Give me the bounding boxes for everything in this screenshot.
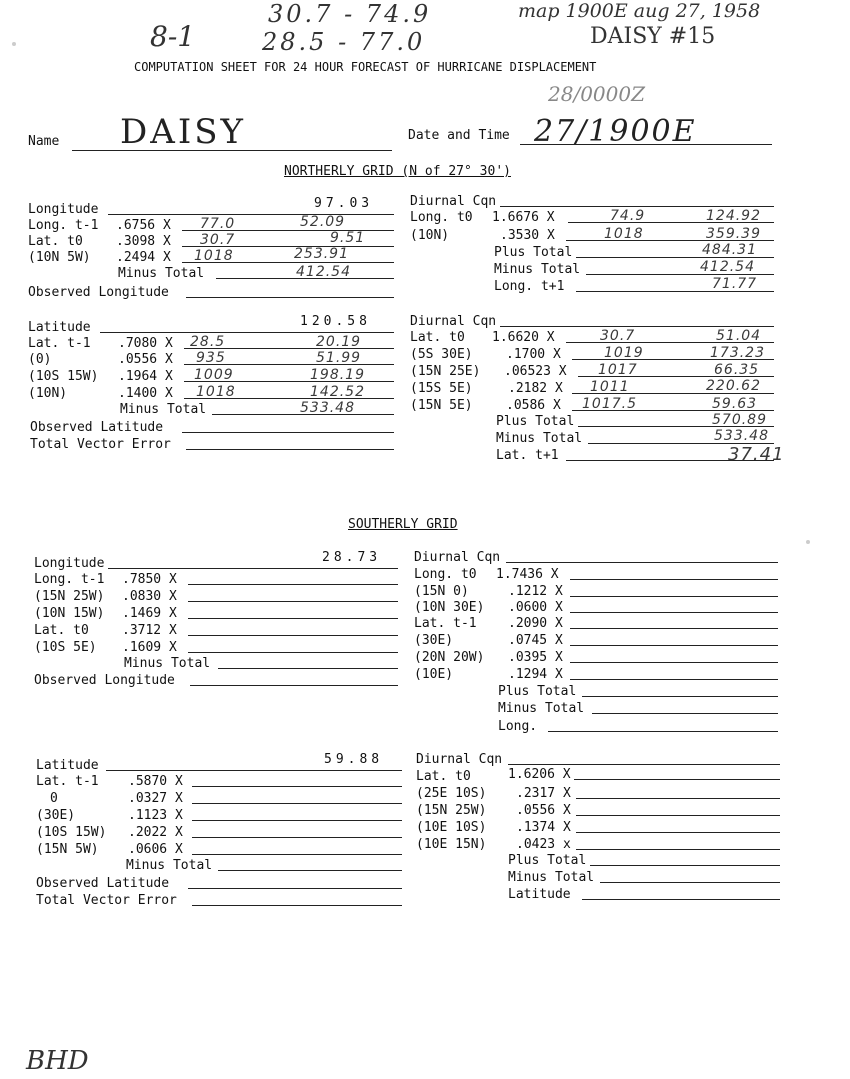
north-diurnal-lat-row-4-label: (15S 5E) — [410, 381, 473, 396]
north-diurnal-lat-row-2-label: (5S 30E) — [410, 347, 473, 362]
south-diurnal-lat-line — [508, 764, 780, 765]
north-diurnal-lat-row-2-input: 1019 — [604, 345, 644, 361]
south-diurnal-lat-row-5-coef: .0423 x — [516, 837, 571, 852]
north-diurnal-lat-line — [500, 326, 774, 327]
south-diurnal-long-minus-line — [592, 713, 778, 714]
north-long-row-1-label: Long. t-1 — [28, 218, 99, 233]
north-longitude-label: Longitude — [28, 202, 99, 217]
south-diurnal-long-row-7-line — [570, 679, 778, 680]
handwritten-coord-2: 28.5 - 77.0 — [262, 28, 426, 56]
north-latitude-label: Latitude — [28, 320, 91, 335]
north-lat-row-1-result: 20.19 — [316, 334, 362, 350]
south-diurnal-lat-plus-line — [590, 865, 780, 866]
north-diurnal-long-label: Diurnal Cqn — [410, 194, 497, 209]
south-total-vector-error-label: Total Vector Error — [36, 893, 177, 908]
south-diurnal-long-row-5-label: (30E) — [414, 633, 454, 648]
south-diurnal-lat-result-label: Latitude — [508, 887, 571, 902]
north-diurnal-long-result-label: Long. t+1 — [494, 279, 565, 294]
north-lat-row-1-coef: .7080 X — [118, 336, 173, 351]
north-lat-row-1-label: Lat. t-1 — [28, 336, 91, 351]
north-diurnal-lat-row-5-coef: .0586 X — [506, 398, 561, 413]
north-diurnal-lat-minus-value: 533.48 — [714, 428, 769, 444]
south-lat-row-2-coef: .0327 X — [128, 791, 183, 806]
name-value: DAISY — [120, 112, 246, 152]
north-diurnal-lat-row-5-result: 59.63 — [712, 396, 758, 412]
north-diurnal-long-row-1-input: 74.9 — [610, 208, 646, 224]
south-lat-row-5-label: (15N 5W) — [36, 842, 99, 857]
south-diurnal-lat-row-3-label: (15N 25W) — [416, 803, 487, 818]
south-diurnal-lat-result-line — [582, 899, 780, 900]
south-diurnal-long-row-4-coef: .2090 X — [508, 616, 563, 631]
south-diurnal-lat-row-4-label: (10E 10S) — [416, 820, 487, 835]
north-lat-row-4-result: 142.52 — [310, 384, 365, 400]
south-diurnal-long-minus-label: Minus Total — [498, 701, 585, 716]
north-long-row-3-input: 1018 — [194, 248, 234, 264]
north-diurnal-lat-row-1-coef: 1.6620 X — [492, 330, 555, 345]
south-latitude-line — [106, 770, 402, 771]
north-diurnal-long-row-1-coef: 1.6676 X — [492, 210, 555, 225]
north-diurnal-lat-row-5-input: 1017.5 — [582, 396, 637, 412]
south-observed-longitude-line — [190, 685, 398, 686]
south-lat-row-2-label: 0 — [50, 791, 58, 806]
south-diurnal-long-row-6-line — [570, 662, 778, 663]
south-lat-row-5-coef: .0606 X — [128, 842, 183, 857]
north-latitude-constant: 120.58 — [300, 314, 371, 329]
south-latitude-constant: 59.88 — [324, 752, 384, 767]
north-diurnal-lat-row-1-result: 51.04 — [716, 328, 762, 344]
north-lat-minus-value: 533.48 — [300, 400, 355, 416]
south-diurnal-lat-row-1-coef: 1.6206 X — [508, 767, 571, 782]
sheet-title: COMPUTATION SHEET FOR 24 HOUR FORECAST OF HURRICANE DISPLACEMENT — [134, 60, 597, 74]
south-observed-longitude-label: Observed Longitude — [34, 673, 175, 688]
northerly-grid-heading: NORTHERLY GRID (N of 27° 30') — [284, 164, 511, 179]
north-longitude-constant: 97.03 — [314, 196, 374, 211]
north-diurnal-lat-row-4-coef: .2182 X — [508, 381, 563, 396]
south-long-row-3-coef: .1469 X — [122, 606, 177, 621]
south-lat-row-2-line — [192, 803, 402, 804]
handwritten-time-note: 28/0000Z — [548, 82, 645, 106]
south-long-row-3-label: (10N 15W) — [34, 606, 105, 621]
north-diurnal-long-result-value: 71.77 — [712, 276, 758, 292]
south-diurnal-long-row-3-line — [570, 612, 778, 613]
north-diurnal-lat-row-3-coef: .06523 X — [504, 364, 567, 379]
north-diurnal-long-row-2-label: (10N) — [410, 228, 450, 243]
south-diurnal-long-row-6-coef: .0395 X — [508, 650, 563, 665]
north-diurnal-lat-row-3-result: 66.35 — [714, 362, 760, 378]
north-lat-row-3-result: 198.19 — [310, 367, 365, 383]
north-lat-row-1-input: 28.5 — [190, 334, 226, 350]
north-longitude-line — [108, 214, 394, 215]
south-long-row-4-line — [188, 635, 398, 636]
north-diurnal-lat-plus-label: Plus Total — [496, 414, 575, 429]
north-lat-row-4-input: 1018 — [196, 384, 236, 400]
north-lat-row-3-input: 1009 — [194, 367, 234, 383]
south-long-row-3-line — [188, 618, 398, 619]
north-lat-row-3-coef: .1964 X — [118, 369, 173, 384]
north-diurnal-long-plus-value: 484.31 — [702, 242, 757, 258]
north-diurnal-long-minus-value: 412.54 — [700, 259, 755, 275]
north-lat-row-2-coef: .0556 X — [118, 352, 173, 367]
north-long-minus-label: Minus Total — [118, 266, 205, 281]
south-diurnal-lat-row-4-line — [576, 832, 780, 833]
south-diurnal-long-row-1-line — [570, 579, 778, 580]
north-lat-row-4-label: (10N) — [28, 386, 68, 401]
south-diurnal-lat-plus-label: Plus Total — [508, 853, 587, 868]
south-diurnal-long-row-7-coef: .1294 X — [508, 667, 563, 682]
north-observed-longitude-label: Observed Longitude — [28, 285, 169, 300]
south-diurnal-long-row-7-label: (10E) — [414, 667, 454, 682]
south-diurnal-lat-row-5-line — [576, 849, 780, 850]
north-lat-row-2-result: 51.99 — [316, 350, 362, 366]
south-diurnal-long-line — [506, 562, 778, 563]
north-latitude-line — [100, 332, 394, 333]
south-diurnal-lat-minus-line — [600, 882, 780, 883]
south-diurnal-lat-row-1-label: Lat. t0 — [416, 769, 471, 784]
north-long-minus-value: 412.54 — [296, 264, 351, 280]
north-diurnal-lat-result-label: Lat. t+1 — [496, 448, 559, 463]
north-diurnal-long-line — [500, 206, 774, 207]
south-diurnal-lat-row-2-label: (25E 10S) — [416, 786, 487, 801]
south-long-row-2-label: (15N 25W) — [34, 589, 105, 604]
north-diurnal-long-row-1-label: Long. t0 — [410, 210, 473, 225]
southerly-grid-heading: SOUTHERLY GRID — [348, 517, 458, 532]
south-diurnal-lat-minus-label: Minus Total — [508, 870, 595, 885]
south-long-row-5-coef: .1609 X — [122, 640, 177, 655]
south-lat-minus-line — [218, 870, 402, 871]
north-lat-row-2-input: 935 — [196, 350, 226, 366]
south-longitude-label: Longitude — [34, 556, 105, 571]
south-diurnal-long-row-3-coef: .0600 X — [508, 600, 563, 615]
south-diurnal-long-row-1-label: Long. t0 — [414, 567, 477, 582]
handwritten-coord-1: 30.7 - 74.9 — [268, 0, 432, 28]
south-diurnal-lat-label: Diurnal Cqn — [416, 752, 503, 767]
north-observed-latitude-line — [182, 432, 394, 433]
datetime-label: Date and Time — [408, 128, 510, 143]
south-long-minus-line — [218, 668, 398, 669]
south-lat-row-1-label: Lat. t-1 — [36, 774, 99, 789]
south-diurnal-long-row-6-label: (20N 20W) — [414, 650, 485, 665]
north-diurnal-lat-plus-value: 570.89 — [712, 412, 767, 428]
north-lat-row-4-coef: .1400 X — [118, 386, 173, 401]
north-long-row-2-label: Lat. t0 — [28, 234, 83, 249]
south-lat-row-1-coef: .5870 X — [128, 774, 183, 789]
south-long-row-1-coef: .7850 X — [122, 572, 177, 587]
north-diurnal-lat-row-1-label: Lat. t0 — [410, 330, 465, 345]
south-diurnal-long-result-label: Long. — [498, 719, 538, 734]
south-diurnal-long-row-2-coef: .1212 X — [508, 584, 563, 599]
south-longitude-constant: 28.73 — [322, 550, 382, 565]
north-diurnal-lat-row-2-result: 173.23 — [710, 345, 765, 361]
south-diurnal-long-row-4-line — [570, 628, 778, 629]
north-lat-row-3-label: (10S 15W) — [28, 369, 99, 384]
south-lat-row-3-label: (30E) — [36, 808, 76, 823]
north-diurnal-long-row-1-result: 124.92 — [706, 208, 761, 224]
north-long-row-2-result: 9.51 — [330, 230, 366, 246]
south-diurnal-lat-row-5-label: (10E 15N) — [416, 837, 487, 852]
south-longitude-line — [108, 568, 398, 569]
north-long-row-1-input: 77.0 — [200, 216, 236, 232]
name-label: Name — [28, 134, 60, 149]
south-diurnal-long-result-line — [548, 731, 778, 732]
north-diurnal-lat-row-1-input: 30.7 — [600, 328, 636, 344]
north-diurnal-lat-row-4-result: 220.62 — [706, 378, 761, 394]
north-observed-latitude-label: Observed Latitude — [30, 420, 164, 435]
south-diurnal-long-row-4-label: Lat. t-1 — [414, 616, 477, 631]
north-diurnal-lat-row-5-label: (15N 5E) — [410, 398, 473, 413]
north-long-row-3-label: (10N 5W) — [28, 250, 91, 265]
south-diurnal-long-plus-label: Plus Total — [498, 684, 577, 699]
north-long-row-1-result: 52.09 — [300, 214, 346, 230]
south-lat-row-4-coef: .2022 X — [128, 825, 183, 840]
south-observed-latitude-line — [188, 888, 402, 889]
south-long-row-5-line — [188, 652, 398, 653]
south-long-row-4-label: Lat. t0 — [34, 623, 89, 638]
north-diurnal-lat-row-3-input: 1017 — [598, 362, 638, 378]
south-diurnal-long-row-5-coef: .0745 X — [508, 633, 563, 648]
south-diurnal-lat-row-3-coef: .0556 X — [516, 803, 571, 818]
north-diurnal-lat-row-2-coef: .1700 X — [506, 347, 561, 362]
north-diurnal-long-row-2-input: 1018 — [604, 226, 644, 242]
south-latitude-label: Latitude — [36, 758, 99, 773]
north-diurnal-lat-row-3-label: (15N 25E) — [410, 364, 481, 379]
north-total-vector-error-line — [186, 449, 394, 450]
south-long-minus-label: Minus Total — [124, 656, 211, 671]
south-diurnal-long-plus-line — [582, 696, 778, 697]
south-lat-row-3-coef: .1123 X — [128, 808, 183, 823]
south-diurnal-lat-row-3-line — [576, 815, 780, 816]
south-total-vector-error-line — [192, 905, 402, 906]
south-long-row-1-label: Long. t-1 — [34, 572, 105, 587]
initials: BHD — [26, 1046, 89, 1076]
north-diurnal-lat-result-value: 37.41 — [728, 444, 785, 465]
south-diurnal-long-row-5-line — [570, 645, 778, 646]
punch-mark — [12, 42, 16, 46]
handwritten-storm-note: DAISY #15 — [590, 24, 716, 49]
north-long-row-3-result: 253.91 — [294, 246, 349, 262]
north-observed-longitude-line — [186, 297, 394, 298]
north-diurnal-lat-label: Diurnal Cqn — [410, 314, 497, 329]
south-diurnal-long-row-2-line — [570, 596, 778, 597]
datetime-value: 27/1900E — [534, 114, 697, 149]
south-long-row-5-label: (10S 5E) — [34, 640, 97, 655]
south-diurnal-lat-row-2-line — [576, 798, 780, 799]
south-diurnal-long-row-3-label: (10N 30E) — [414, 600, 485, 615]
south-lat-row-3-line — [192, 820, 402, 821]
south-diurnal-lat-row-2-coef: .2317 X — [516, 786, 571, 801]
south-long-row-2-coef: .0830 X — [122, 589, 177, 604]
north-diurnal-long-row-2-coef: .3530 X — [500, 228, 555, 243]
north-diurnal-lat-minus-label: Minus Total — [496, 431, 583, 446]
north-long-row-3-coef: .2494 X — [116, 250, 171, 265]
south-lat-row-5-line — [192, 854, 402, 855]
south-long-row-2-line — [188, 601, 398, 602]
north-diurnal-lat-row-4-input: 1011 — [590, 379, 630, 395]
south-long-row-1-line — [188, 584, 398, 585]
south-long-row-4-coef: .3712 X — [122, 623, 177, 638]
north-diurnal-long-minus-label: Minus Total — [494, 262, 581, 277]
south-diurnal-long-row-2-label: (15N 0) — [414, 584, 469, 599]
south-diurnal-long-row-1-coef: 1.7436 X — [496, 567, 559, 582]
south-lat-row-4-label: (10S 15W) — [36, 825, 107, 840]
south-diurnal-lat-row-1-line — [574, 779, 780, 780]
north-diurnal-long-row-2-result: 359.39 — [706, 226, 761, 242]
south-lat-minus-label: Minus Total — [126, 858, 213, 873]
south-observed-latitude-label: Observed Latitude — [36, 876, 170, 891]
north-lat-row-2-label: (0) — [28, 352, 52, 367]
south-diurnal-long-label: Diurnal Cqn — [414, 550, 501, 565]
north-long-row-2-coef: .3098 X — [116, 234, 171, 249]
handwritten-code: 8-1 — [150, 20, 196, 53]
handwritten-map-note: map 1900E aug 27, 1958 — [518, 0, 761, 22]
north-long-row-1-coef: .6756 X — [116, 218, 171, 233]
north-long-row-2-input: 30.7 — [200, 232, 236, 248]
south-diurnal-lat-row-4-coef: .1374 X — [516, 820, 571, 835]
punch-mark — [806, 540, 810, 544]
north-lat-minus-label: Minus Total — [120, 402, 207, 417]
north-diurnal-long-plus-label: Plus Total — [494, 245, 573, 260]
south-lat-row-1-line — [192, 786, 402, 787]
south-lat-row-4-line — [192, 837, 402, 838]
north-total-vector-error-label: Total Vector Error — [30, 437, 171, 452]
